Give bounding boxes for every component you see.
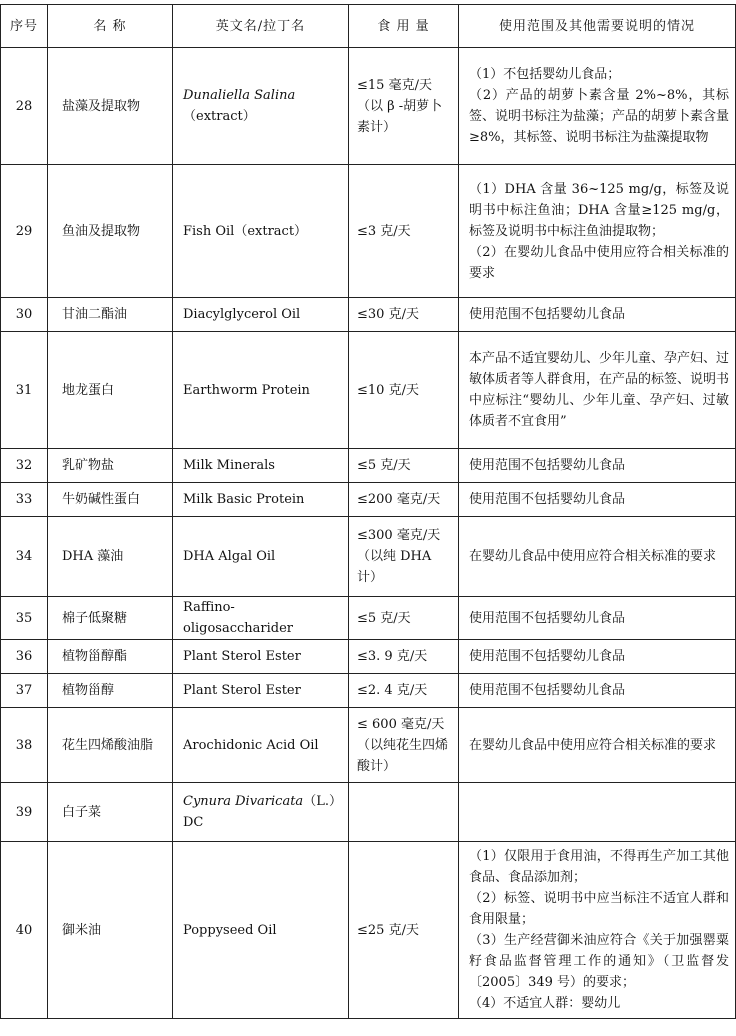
chinese-name: 甘油二酯油: [48, 298, 173, 332]
usage-notes: [459, 640, 736, 674]
usage-notes: [459, 708, 736, 783]
english-latin-name: [173, 483, 349, 517]
intake-amount: ≤2. 4 克/天: [349, 674, 459, 708]
table-row: [1, 597, 736, 640]
table-row: [1, 708, 736, 783]
english-latin-name: [173, 708, 349, 783]
table-row: [1, 842, 736, 1019]
english-latin-name: [173, 332, 349, 449]
ingredients-table: [0, 4, 736, 1019]
english-latin-name: [173, 517, 349, 597]
chinese-name: 鱼油及提取物: [48, 165, 173, 298]
english-name-text: （L.）DC: [183, 794, 342, 830]
usage-notes: [459, 298, 736, 332]
intake-amount: ≤25 克/天: [349, 842, 459, 1019]
usage-notes: [459, 332, 736, 449]
row-number: 33: [1, 483, 48, 517]
chinese-name: 白子菜: [48, 783, 173, 842]
intake-amount: [349, 783, 459, 842]
chinese-name: 御米油: [48, 842, 173, 1019]
intake-amount: ≤10 克/天: [349, 332, 459, 449]
row-number: 30: [1, 298, 48, 332]
english-latin-name: [173, 674, 349, 708]
note-item: （4）不适宜人群：婴幼儿: [469, 996, 621, 1011]
chinese-name: 牛奶碱性蛋白: [48, 483, 173, 517]
english-latin-name: [173, 48, 349, 165]
table-row: [1, 298, 736, 332]
table-row: [1, 483, 736, 517]
intake-amount: ≤3 克/天: [349, 165, 459, 298]
chinese-name: 花生四烯酸油脂: [48, 708, 173, 783]
note-item: 使用范围不包括婴幼儿食品: [469, 683, 626, 698]
row-number: 40: [1, 842, 48, 1019]
note-item: 本产品不适宜婴幼儿、少年儿童、孕产妇、过敏体质者等人群食用，在产品的标签、说明书中应标注“婴幼儿、少年儿童、孕产妇、过敏体质者不宜食用”: [469, 351, 730, 429]
note-item: （1）不包括婴幼儿食品；: [469, 67, 621, 82]
usage-notes: [459, 483, 736, 517]
table-body: [1, 48, 736, 1019]
intake-amount: ≤30 克/天: [349, 298, 459, 332]
note-item: 使用范围不包括婴幼儿食品: [469, 649, 626, 664]
note-item: （3）生产经营御米油应符合《关于加强罂粟籽食品监督管理工作的通知》（卫监督发〔2005〕349 号）的要求；: [469, 933, 729, 990]
row-number: 38: [1, 708, 48, 783]
chinese-name: 地龙蛋白: [48, 332, 173, 449]
english-name-text: Arochidonic Acid Oil: [183, 737, 319, 753]
intake-amount: ≤300 毫克/天（以纯 DHA 计）: [349, 517, 459, 597]
english-name-text: Plant Sterol Ester: [183, 683, 301, 698]
english-latin-name: [173, 298, 349, 332]
usage-notes: [459, 674, 736, 708]
english-latin-name: [173, 842, 349, 1019]
note-item: 使用范围不包括婴幼儿食品: [469, 610, 626, 626]
english-name-text: Raffino-oligosaccharider: [183, 600, 293, 636]
english-name-text: （extract）: [183, 109, 256, 124]
row-number: 29: [1, 165, 48, 298]
row-number: 39: [1, 783, 48, 842]
table-row: [1, 332, 736, 449]
chinese-name: 植物甾醇: [48, 674, 173, 708]
english-name-text: DHA Algal Oil: [183, 549, 276, 564]
chinese-name: 植物甾醇酯: [48, 640, 173, 674]
usage-notes: [459, 597, 736, 640]
english-name-text: Fish Oil（extract）: [183, 223, 308, 239]
intake-amount: ≤3. 9 克/天: [349, 640, 459, 674]
latin-name-italic: Cynura Divaricata: [183, 794, 304, 809]
table-row: [1, 674, 736, 708]
intake-amount: ≤ 600 毫克/天（以纯花生四烯酸计）: [349, 708, 459, 783]
table-row: [1, 165, 736, 298]
english-name-text: Milk Basic Protein: [183, 492, 305, 507]
row-number: 37: [1, 674, 48, 708]
english-name-text: Earthworm Protein: [183, 382, 310, 398]
english-latin-name: [173, 449, 349, 483]
note-item: （2）在婴幼儿食品中使用应符合相关标准的要求: [469, 244, 729, 281]
english-name-text: Plant Sterol Ester: [183, 649, 301, 664]
english-name-text: Diacylglycerol Oil: [183, 307, 301, 322]
header-notes: 使用范围及其他需要说明的情况: [459, 5, 736, 48]
english-name-text: Poppyseed Oil: [183, 922, 277, 938]
note-item: 使用范围不包括婴幼儿食品: [469, 307, 626, 322]
note-item: （1）仅限用于食用油，不得再生产加工其他食品、食品添加剂；: [469, 849, 729, 885]
latin-name-italic: Dunaliella Salina: [183, 88, 296, 103]
chinese-name: 乳矿物盐: [48, 449, 173, 483]
header-zh-name: 名 称: [48, 5, 173, 48]
table-row: [1, 48, 736, 165]
usage-notes: [459, 48, 736, 165]
table-row: [1, 640, 736, 674]
english-name-text: Milk Minerals: [183, 458, 275, 473]
table-row: [1, 783, 736, 842]
row-number: 36: [1, 640, 48, 674]
row-number: 32: [1, 449, 48, 483]
header-amount: 食 用 量: [349, 5, 459, 48]
row-number: 31: [1, 332, 48, 449]
note-item: （1）DHA 含量 36~125 mg/g，标签及说明书中标注鱼油；DHA 含量≥125 mg/g，标签及说明书中标注鱼油提取物；: [469, 181, 729, 239]
english-latin-name: [173, 165, 349, 298]
usage-notes: [459, 783, 736, 842]
note-item: 使用范围不包括婴幼儿食品: [469, 492, 626, 507]
table-row: [1, 449, 736, 483]
english-latin-name: [173, 783, 349, 842]
note-item: （2）产品的胡萝卜素含量 2%~8%，其标签、说明书标注为盐藻；产品的胡萝卜素含量≥8%，其标签、说明书标注为盐藻提取物: [469, 88, 730, 145]
chinese-name: 盐藻及提取物: [48, 48, 173, 165]
usage-notes: [459, 165, 736, 298]
chinese-name: 棉子低聚糖: [48, 597, 173, 640]
english-latin-name: [173, 640, 349, 674]
note-item: （2）标签、说明书中应当标注不适宜人群和食用限量；: [469, 891, 729, 927]
intake-amount: ≤5 克/天: [349, 449, 459, 483]
usage-notes: [459, 449, 736, 483]
usage-notes: [459, 517, 736, 597]
table-row: [1, 517, 736, 597]
row-number: 28: [1, 48, 48, 165]
note-item: 使用范围不包括婴幼儿食品: [469, 458, 626, 473]
header-en-name: 英文名/拉丁名: [173, 5, 349, 48]
row-number: 35: [1, 597, 48, 640]
intake-amount: ≤200 毫克/天: [349, 483, 459, 517]
header-num: 序号: [1, 5, 48, 48]
note-item: 在婴幼儿食品中使用应符合相关标准的要求: [469, 549, 717, 564]
intake-amount: ≤15 毫克/天（以 β -胡萝卜素计）: [349, 48, 459, 165]
header-row: [1, 5, 736, 48]
row-number: 34: [1, 517, 48, 597]
usage-notes: [459, 842, 736, 1019]
note-item: 在婴幼儿食品中使用应符合相关标准的要求: [469, 737, 717, 753]
intake-amount: ≤5 克/天: [349, 597, 459, 640]
chinese-name: DHA 藻油: [48, 517, 173, 597]
english-latin-name: [173, 597, 349, 640]
